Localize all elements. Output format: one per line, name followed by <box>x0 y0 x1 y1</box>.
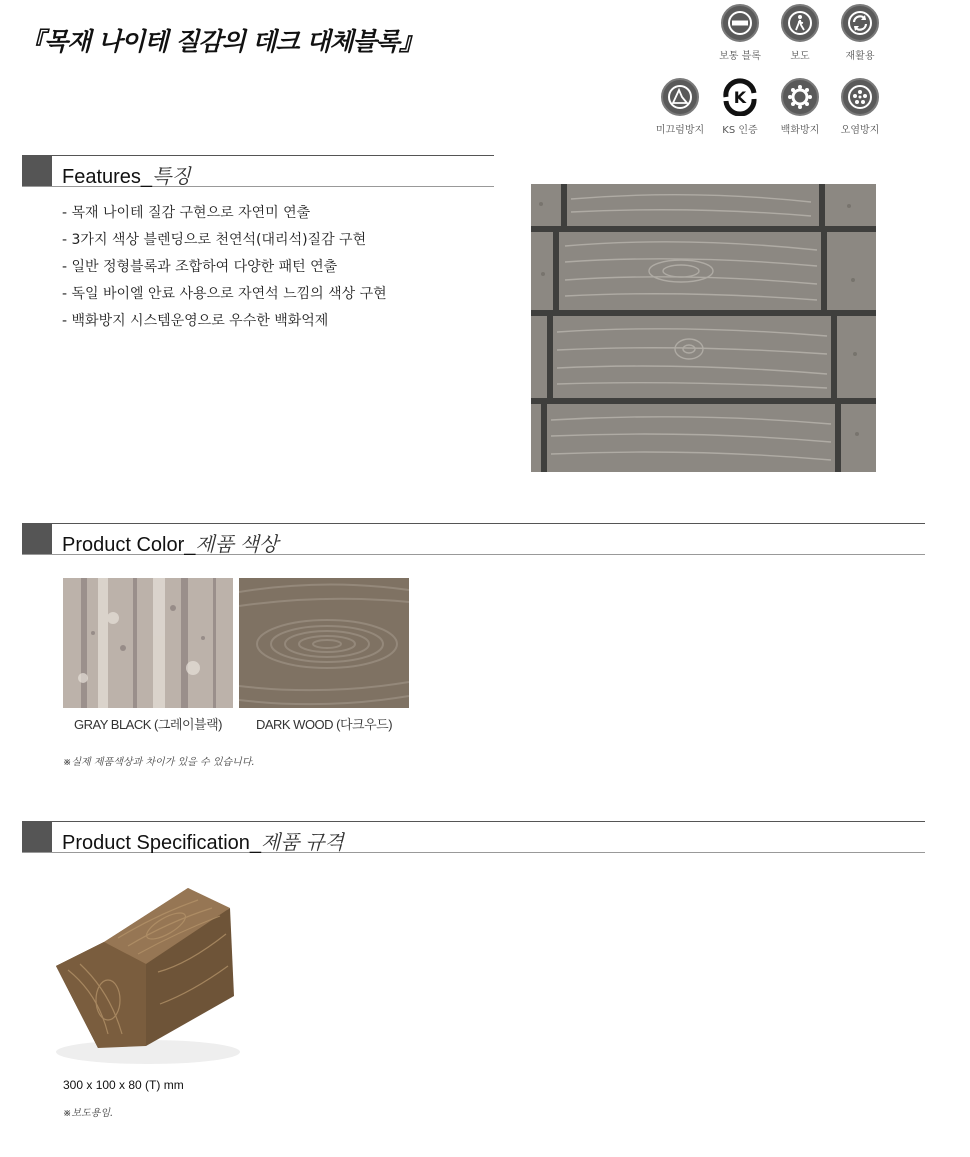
icon-label: 보통 블록 <box>719 51 761 62</box>
product-spec-heading <box>22 821 925 853</box>
icon-cell-anti-pollution <box>830 78 890 136</box>
heading-en: Product Specification_ <box>62 832 262 854</box>
icon-cell-normal-block <box>710 4 770 62</box>
icon-cell-sidewalk <box>770 4 830 62</box>
anti-slip-icon <box>661 78 699 116</box>
swatch-dark-wood <box>239 578 409 708</box>
recycle-icon <box>841 4 879 42</box>
heading-bar <box>22 822 52 852</box>
swatch-label-gray-black: GRAY BLACK (그레이블랙) <box>74 717 222 732</box>
feature-item: - 목재 나이테 질감 구현으로 자연미 연출 <box>62 200 387 227</box>
feature-item: - 백화방지 시스템운영으로 우수한 백화억제 <box>62 308 387 335</box>
icon-cell-efflorescence <box>770 78 830 136</box>
spec-size: 300 x 100 x 80 (T) mm <box>63 1078 184 1092</box>
icon-cell-anti-slip <box>650 78 710 136</box>
icon-label: 백화방지 <box>780 125 820 136</box>
heading-en: Features_ <box>62 166 153 188</box>
icon-label: 보도 <box>790 51 810 62</box>
feature-icon-grid <box>650 4 890 144</box>
normal-block-icon <box>721 4 759 42</box>
ks-certified-icon <box>721 78 759 116</box>
svg-text:K: K <box>733 88 747 107</box>
installed-block-photo <box>531 184 876 472</box>
icon-cell-ks <box>710 78 770 136</box>
color-disclaimer: ※실제 제품색상과 차이가 있을 수 있습니다. <box>63 757 255 768</box>
features-heading <box>22 155 494 187</box>
icon-label: 미끄럼방지 <box>655 125 705 136</box>
anti-pollution-icon <box>841 78 879 116</box>
icon-label: 오염방지 <box>840 125 880 136</box>
heading-bar <box>22 524 52 554</box>
heading-bar <box>22 156 52 186</box>
features-heading-text <box>62 160 191 189</box>
icon-label: 재활용 <box>845 51 875 62</box>
swatch-gray-black <box>63 578 233 708</box>
heading-ko: 특징 <box>152 166 191 188</box>
sidewalk-icon <box>781 4 819 42</box>
heading-ko: 제품 색상 <box>195 534 279 556</box>
product-color-heading <box>22 523 925 555</box>
swatch-label-dark-wood: DARK WOOD (다크우드) <box>255 717 393 732</box>
icon-cell-recycle <box>830 4 890 62</box>
heading-ko: 제품 규격 <box>261 832 344 854</box>
feature-item: - 독일 바이엘 안료 사용으로 자연석 느낌의 색상 구현 <box>62 281 387 308</box>
icon-label: KS 인증 <box>722 125 758 136</box>
feature-item: - 3가지 색상 블렌딩으로 천연석(대리석)질감 구현 <box>62 227 387 254</box>
features-list <box>62 200 387 335</box>
block-product-image <box>48 874 248 1070</box>
heading-en: Product Color_ <box>62 534 196 556</box>
product-color-heading-text <box>62 528 278 557</box>
efflorescence-prevention-icon <box>781 78 819 116</box>
page-title: 『목재 나이테 질감의 데크 대체블록』 <box>20 27 423 56</box>
product-spec-heading-text <box>62 826 344 855</box>
spec-note: ※보도용임. <box>63 1108 114 1119</box>
feature-item: - 일반 정형블록과 조합하여 다양한 패턴 연출 <box>62 254 387 281</box>
